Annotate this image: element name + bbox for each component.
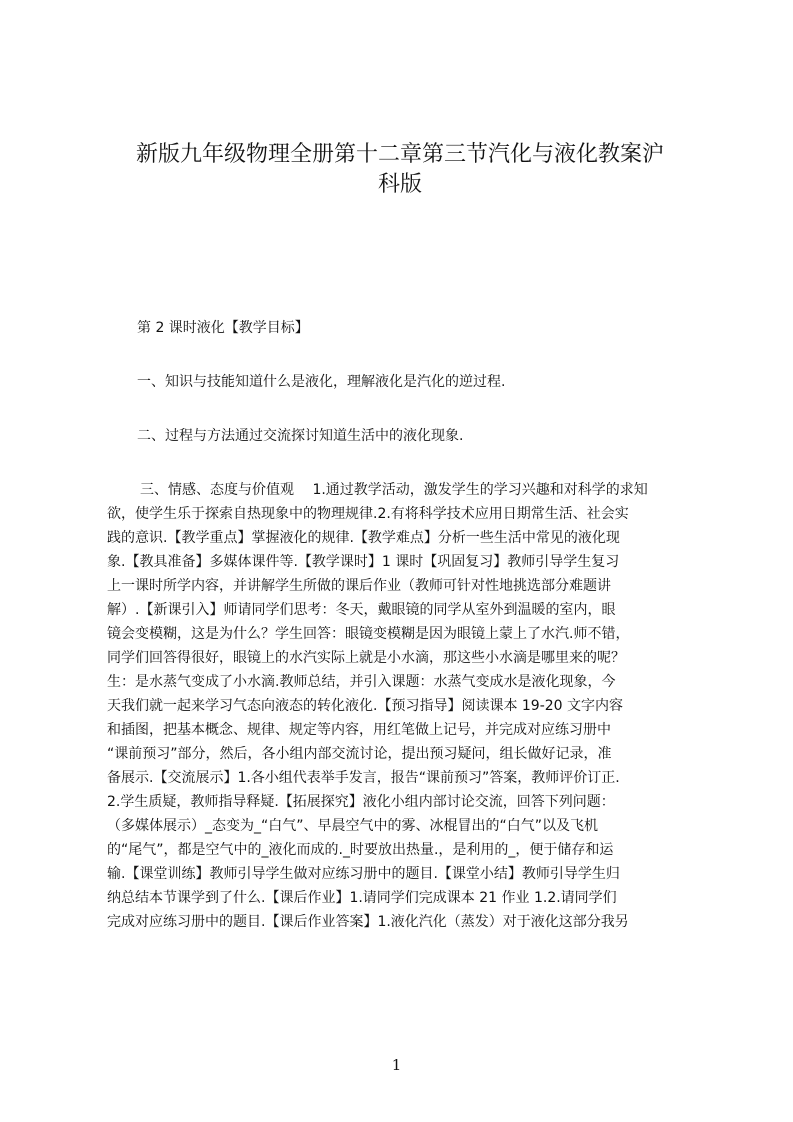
body-line: 镜会变模糊，这是为什么？学生回答：眼镜变模糊是因为眼镜上蒙上了水汽.师不错，	[107, 626, 630, 642]
objective-knowledge: 一、知识与技能知道什么是液化，理解液化是汽化的逆过程.	[137, 374, 506, 390]
body-line: 象.【教具准备】多媒体课件等.【教学课时】1 课时【巩固复习】教师引导学生复习	[107, 554, 620, 570]
lesson-intro: 第 2 课时液化【教学目标】	[137, 320, 309, 336]
title-line-2: 科版	[377, 172, 422, 197]
title-line-1: 新版九年级物理全册第十二章第三节汽化与液化教案沪	[135, 142, 664, 167]
body-line: 输.【课堂训练】教师引导学生做对应练习册中的题目.【课堂小结】教师引导学生归	[107, 866, 620, 882]
body-line: 解）.【新课引入】师请同学们思考：冬天，戴眼镜的同学从室外到温暖的室内，眼	[107, 602, 616, 618]
body-line: 备展示.【交流展示】1.各小组代表举手发言，报告“课前预习”答案，教师评价订正.	[107, 770, 620, 786]
body-line: 完成对应练习册中的题目.【课后作业答案】1.液化汽化（蒸发）对于液化这部分我另	[107, 914, 629, 930]
body-line: 上一课时所学内容，并讲解学生所做的课后作业（教师可针对性地挑选部分难题讲	[107, 578, 611, 594]
body-line: 践的意识.【教学重点】掌握液化的规律.【教学难点】分析一些生活中常见的液化现	[107, 530, 620, 546]
body-line: 纳总结本节课学到了什么.【课后作业】1.请同学们完成课本 21 作业 1.2.请同学们	[107, 890, 617, 906]
objective-process: 二、过程与方法通过交流探讨知道生活中的液化现象.	[137, 428, 464, 444]
body-line: 天我们就一起来学习气态向液态的转化液化.【预习指导】阅读课本 19-20 文字内容	[107, 698, 624, 714]
lesson-body	[107, 478, 703, 934]
body-line: 和插图，把基本概念、规律、规定等内容，用红笔做上记号，并完成对应练习册中	[107, 722, 611, 738]
body-line: （多媒体展示）_态变为_“白气”、早晨空气中的雾、冰棍冒出的“白气”以及飞机	[107, 818, 599, 834]
document-title	[100, 140, 700, 200]
body-line: 2.学生质疑，教师指导释疑.【拓展探究】液化小组内部讨论交流，回答下列问题：	[107, 794, 615, 810]
body-line: 欲，使学生乐于探索自热现象中的物理规律.2.有将科学技术应用日期常生活、社会实	[107, 506, 629, 522]
body-line: 生：是水蒸气变成了小水滴.教师总结，并引入课题：水蒸气变成水是液化现象，今	[107, 674, 616, 690]
body-line: 的“尾气”，都是空气中的_液化而成的._时要放出热量.，是利用的_，便于储存和运	[107, 842, 614, 858]
page-number: 1	[391, 1056, 402, 1074]
body-line: “课前预习”部分，然后，各小组内部交流讨论，提出预习疑问，组长做好记录，准	[107, 746, 612, 762]
body-line: 三、情感、态度与价值观 1.通过教学活动，激发学生的学习兴趣和对科学的求知	[140, 482, 648, 498]
body-line: 同学们回答得很好，眼镜上的水汽实际上就是小水滴，那这些小水滴是哪里来的呢？	[107, 650, 625, 666]
